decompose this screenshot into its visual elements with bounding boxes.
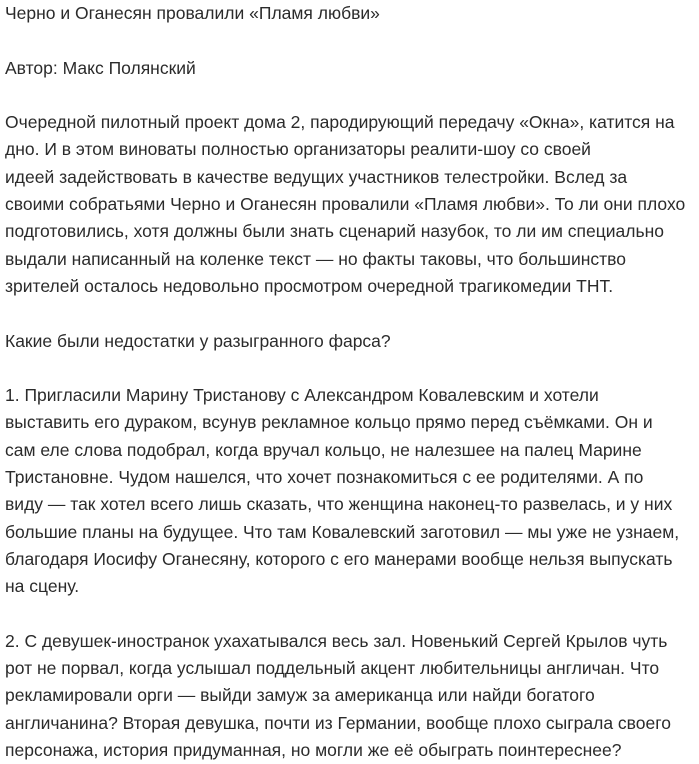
intro-line: своими собратьями Черно и Оганесян провалили «Пламя любви». То ли они плохо xyxy=(5,194,686,215)
author-line: Автор: Макс Полянский xyxy=(5,57,196,78)
paragraph-gap xyxy=(5,82,695,109)
point-1-line: на сцену. xyxy=(5,576,80,597)
title-line: Черно и Оганесян провалили «Пламя любви» xyxy=(5,3,380,23)
point-2-line: рекламировали орги — выйди замуж за американца или найди богатого xyxy=(5,685,595,706)
paragraph-gap xyxy=(5,601,695,628)
intro-line: дно. И в этом виноваты полностью организаторы реалити-шоу со своей xyxy=(5,139,591,160)
intro-line: выдали написанный на коленке текст — но факты таковы, что большинство xyxy=(5,248,626,269)
paragraph-gap xyxy=(5,27,695,54)
point-2-line: 2. С девушек-иностранок ухахатывался весь зал. Новенький Сергей Крылов чуть xyxy=(5,630,668,651)
intro-line: зрителей осталось недовольно просмотром очередной трагикомедии ТНТ. xyxy=(5,275,614,296)
question-line: Какие были недостатки у разыгранного фарса? xyxy=(5,330,391,351)
point-1-line: 1. Пригласили Марину Тристанову с Александром Ковалевским и хотели xyxy=(5,385,599,406)
point-1-line: Тристановне. Чудом нашелся, что хочет познакомиться с ее родителями. А по xyxy=(5,467,644,488)
article-author xyxy=(5,55,695,82)
question-paragraph xyxy=(5,328,695,355)
intro-paragraph xyxy=(5,109,695,300)
intro-line: Очередной пилотный проект дома 2, пародирующий передачу «Окна», катится на xyxy=(5,112,675,133)
point-2-line: рот не порвал, когда услышал поддельный акцент любительницы англичан. Что xyxy=(5,658,660,679)
intro-line: идеей задействовать в качестве ведущих участников телестройки. Вслед за xyxy=(5,166,628,187)
paragraph-gap xyxy=(5,300,695,327)
paragraph-gap xyxy=(5,355,695,382)
article-title xyxy=(5,0,695,27)
point-1-line: виду — так хотел всего лишь сказать, что женщина наконец-то развелась, и у них xyxy=(5,494,673,515)
point-1-line: большие планы на будущее. Что там Ковалевский заготовил — мы уже не узнаем, xyxy=(5,521,680,542)
point-1-paragraph xyxy=(5,382,695,600)
point-1-line: выставить его дураком, всунув рекламное кольцо прямо перед съёмками. Он и xyxy=(5,412,653,433)
point-2-paragraph xyxy=(5,628,695,764)
point-1-line: сам еле слова подобрал, когда вручал кольцо, не налезшее на палец Марине xyxy=(5,439,642,460)
point-1-line: благодаря Иосифу Оганесяну, которого с его манерами вообще нельзя выпускать xyxy=(5,548,673,569)
point-2-line: англичанина? Вторая девушка, почти из Германии, вообще плохо сыграла своего xyxy=(5,712,671,733)
point-2-line: персонажа, история придуманная, но могли же её обыграть поинтереснее? xyxy=(5,740,622,761)
article-body xyxy=(5,0,695,764)
intro-line: подготовились, хотя должны были знать сценарий назубок, то ли им специально xyxy=(5,221,665,242)
